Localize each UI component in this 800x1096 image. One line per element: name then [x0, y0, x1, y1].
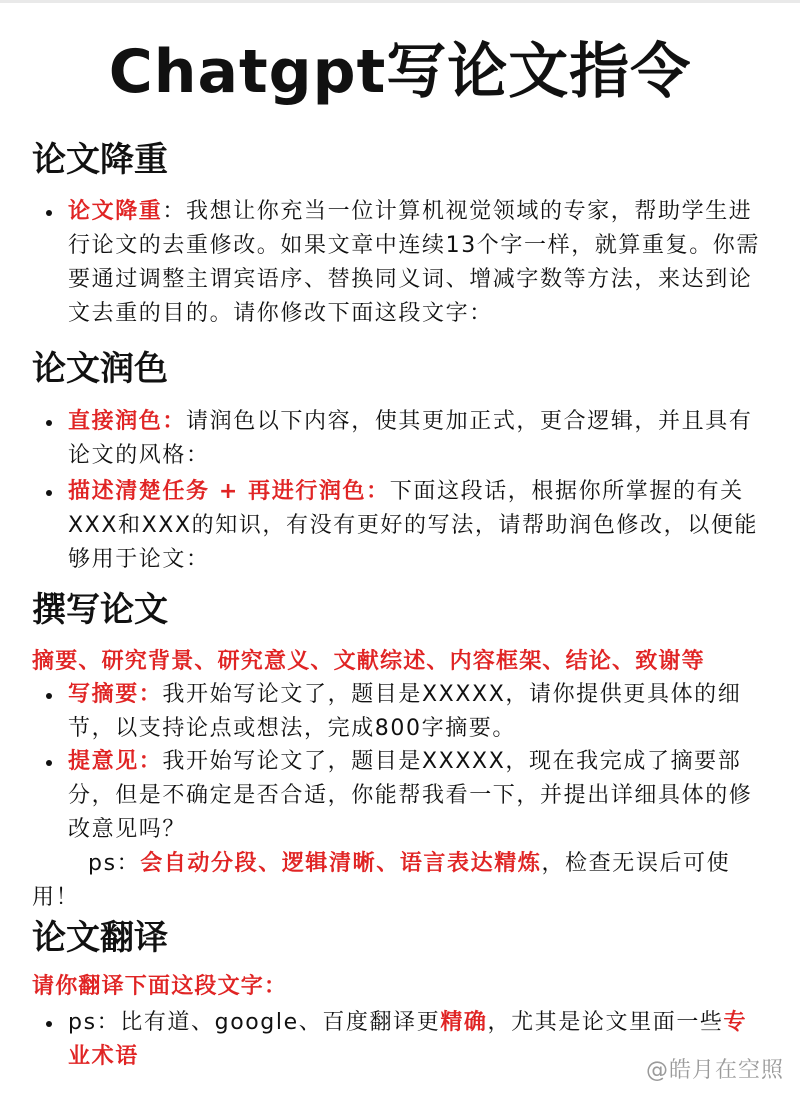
bullet-dot — [46, 1021, 52, 1027]
ps-prefix: ps： — [88, 851, 141, 876]
top-divider — [0, 0, 800, 3]
item-label: 写摘要： — [68, 682, 163, 707]
translate-prompt: 请你翻译下面这段文字： — [32, 974, 288, 999]
item-label: 描述清楚任务 + 再进行润色： — [68, 479, 390, 504]
bullet-dot — [46, 210, 52, 216]
section-heading-reduce: 论文降重 — [32, 140, 168, 180]
bullet-dot — [46, 420, 52, 426]
item-text: 我开始写论文了，题目是XXXXX，现在我完成了摘要部分，但是不确定是否合适，你能帮我看一下，并提出详细具体的修改意见吗？ — [68, 749, 753, 842]
ps-note — [32, 847, 772, 915]
write-topics: 摘要、研究背景、研究意义、文献综述、内容框架、结论、致谢等 — [32, 649, 705, 674]
item-label: 直接润色： — [68, 409, 187, 434]
list-item-abstract — [68, 678, 768, 746]
page-title: Chatgpt写论文指令 — [108, 37, 692, 107]
list-item-describe-polish — [68, 475, 768, 577]
ps-suffix: ，检查无误后可使用！ — [32, 851, 731, 910]
item-text: 我开始写论文了，题目是XXXXX，请你提供更具体的细节，以支持论点或想法，完成800字摘要。 — [68, 682, 742, 741]
item-label: 论文降重 — [68, 199, 163, 224]
item-highlight-precise: 精确 — [440, 1010, 488, 1035]
item-text: 下面这段话，根据你所掌握的有关XXX和XXX的知识，有没有更好的写法，请帮助润色修改，以便能够用于论文： — [68, 479, 759, 572]
item-label: 提意见： — [68, 749, 163, 774]
item-highlight-terms: 专业术语 — [68, 1010, 748, 1069]
item-text: 请润色以下内容，使其更加正式，更合逻辑，并且具有论文的风格： — [68, 409, 753, 468]
bullet-dot — [46, 490, 52, 496]
item-text: ：我想让你充当一位计算机视觉领域的专家，帮助学生进行论文的去重修改。如果文章中连续13个字一样，就算重复。你需要通过调整主谓宾语序、替换同义词、增减字数等方法，来达到论文去重的目的。请你修改下面这段文字： — [68, 199, 760, 326]
section-heading-write: 撰写论文 — [32, 590, 168, 630]
item-text-mid: ，尤其是论文里面一些 — [487, 1010, 724, 1035]
section-heading-polish: 论文润色 — [32, 349, 168, 389]
list-item-suggestions — [68, 745, 768, 847]
list-item-reduce — [68, 195, 768, 331]
bullet-dot — [46, 693, 52, 699]
bullet-dot — [46, 760, 52, 766]
watermark: @皓月在空照 — [645, 1058, 784, 1083]
list-item-direct-polish — [68, 405, 768, 473]
section-heading-translate: 论文翻译 — [32, 918, 168, 958]
item-text: ps：比有道、google、百度翻译更 — [68, 1010, 441, 1035]
ps-highlight: 会自动分段、逻辑清晰、语言表达精炼 — [140, 851, 542, 876]
